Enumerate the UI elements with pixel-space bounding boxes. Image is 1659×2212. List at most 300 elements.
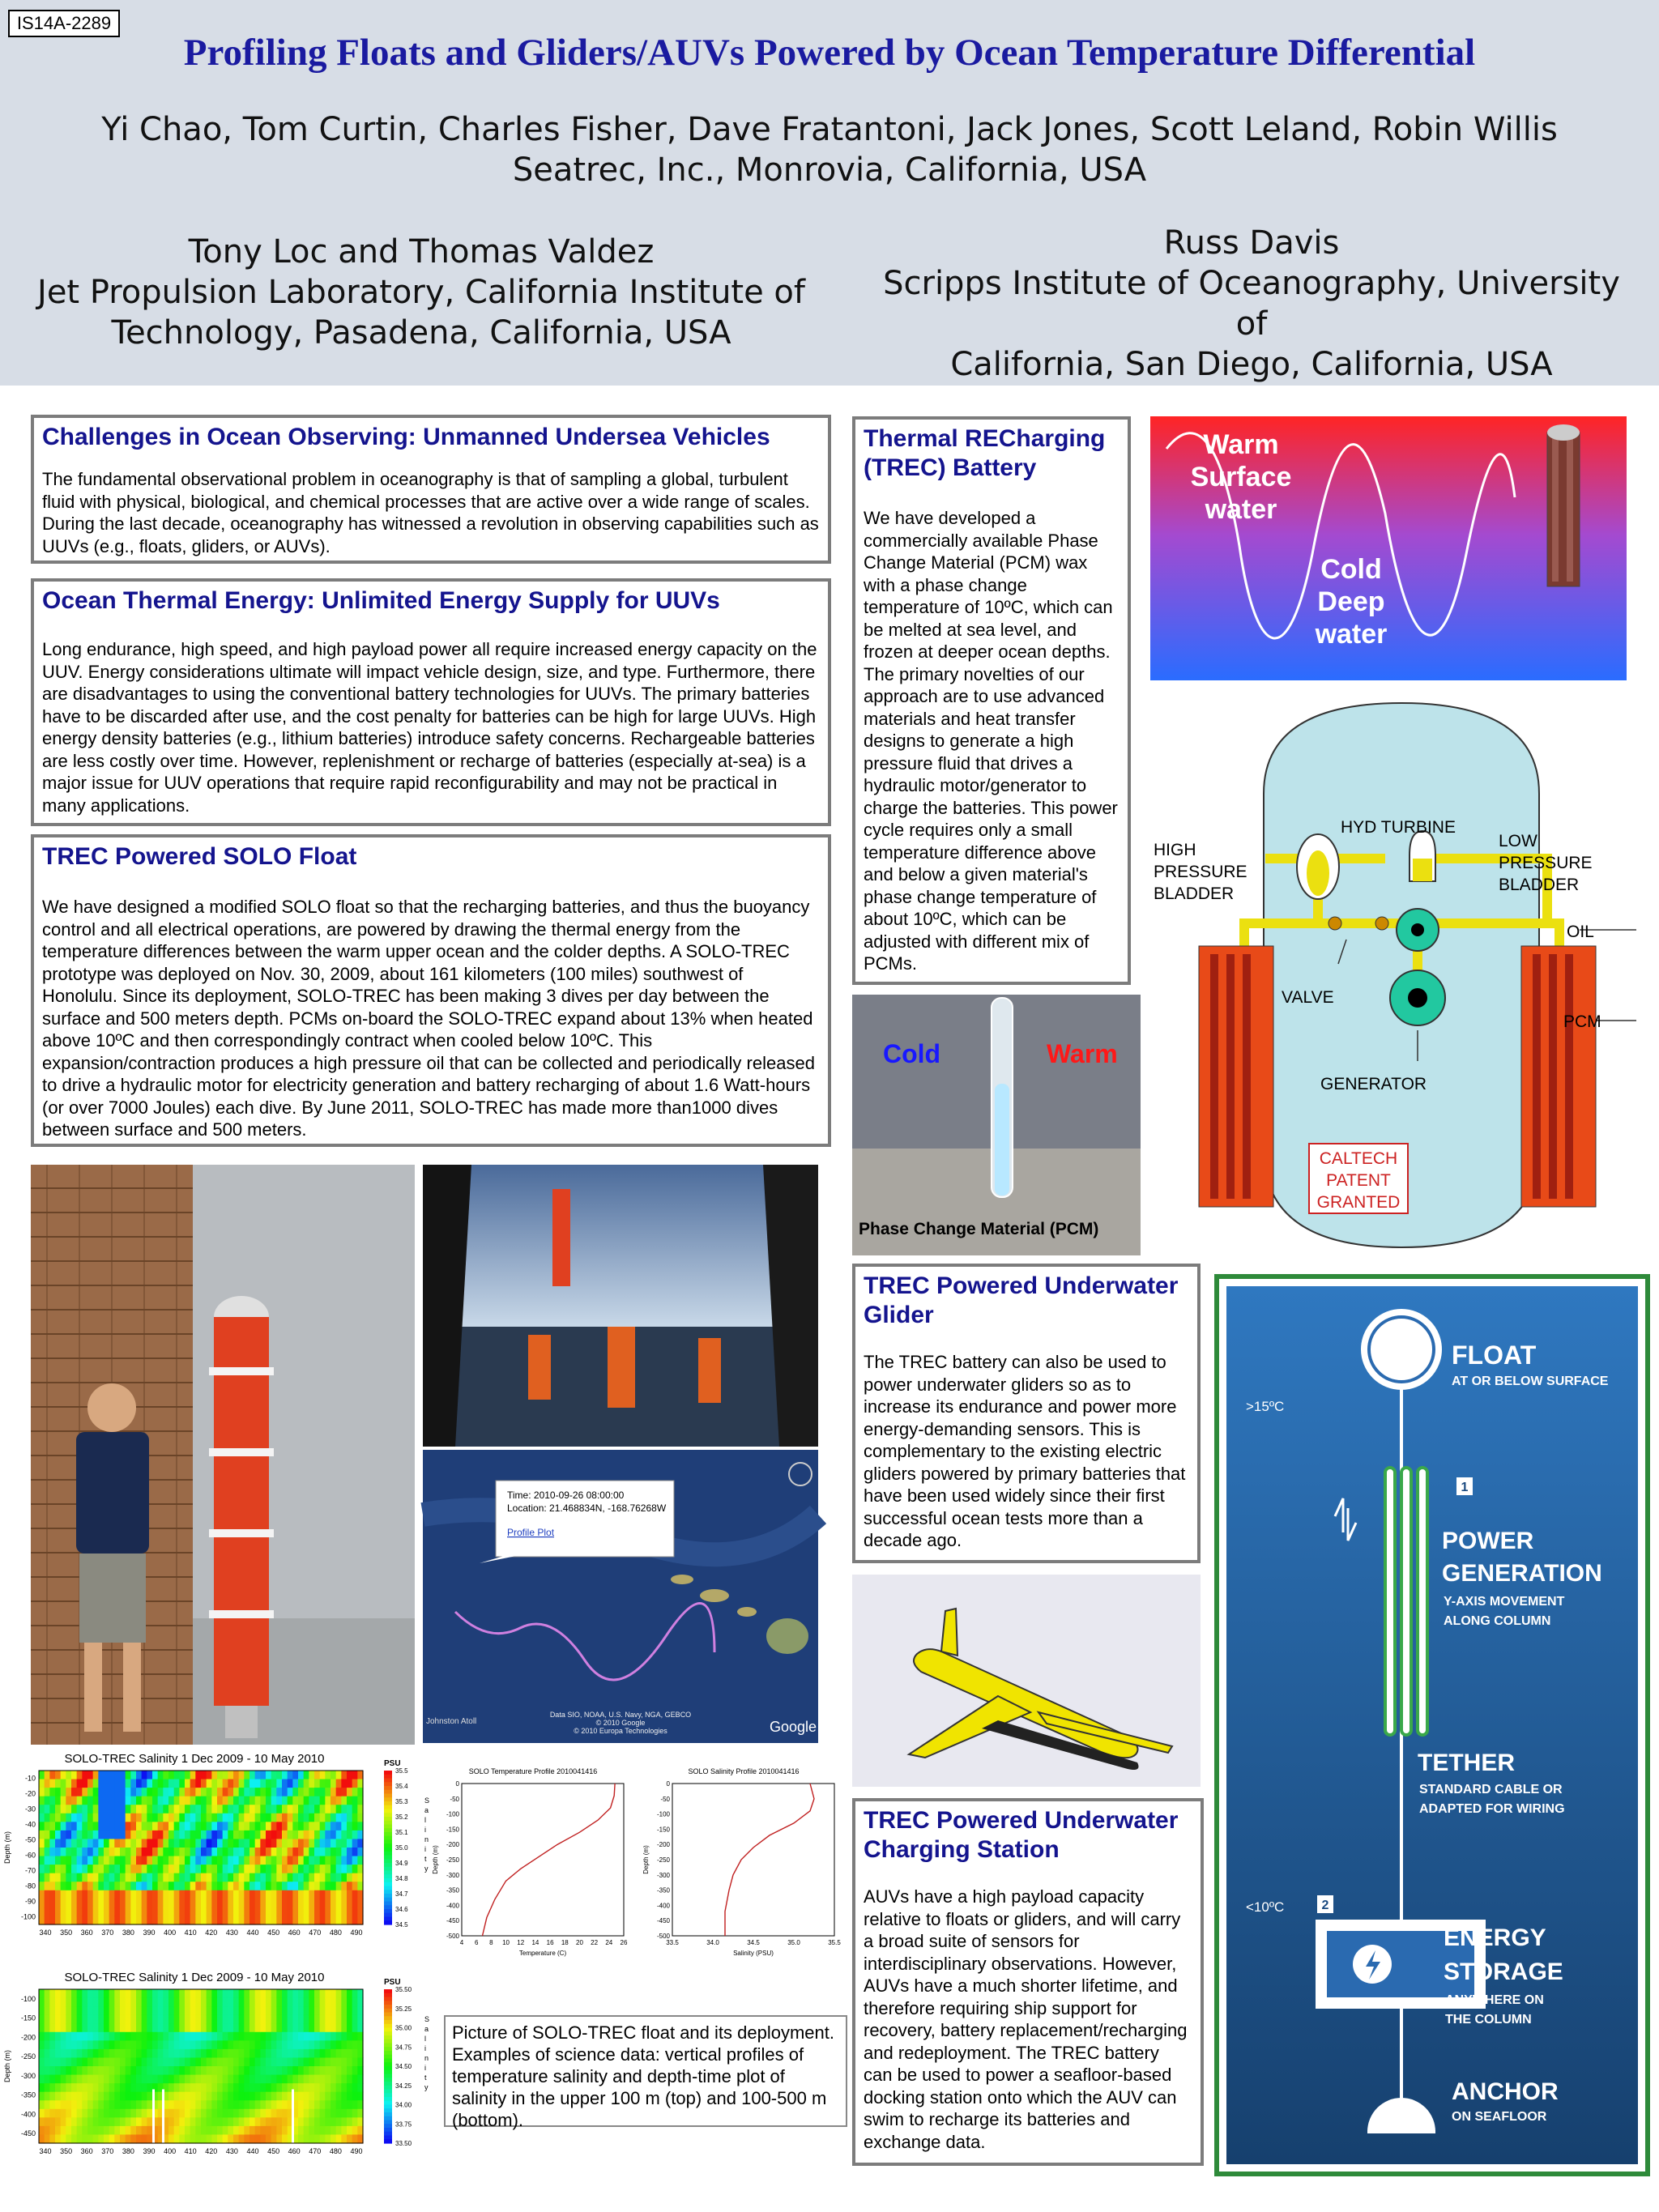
colorbar-segment [384,2078,392,2082]
heatmap-cell [185,1839,190,1848]
profile-y-tick: -250 [656,1856,670,1864]
heatmap-cell [87,2057,93,2066]
heatmap-cell [190,2066,196,2075]
heatmap-cell [282,1873,288,1882]
heatmap-cell [282,2083,288,2092]
heatmap-cell [39,2092,45,2101]
heatmap-cell [163,2049,168,2058]
heatmap-cell [142,1822,147,1831]
heatmap-cell [207,2066,212,2075]
heatmap-cell [288,1805,293,1813]
heatmap-cell [352,1899,358,1907]
heatmap-cell [190,1813,196,1822]
colorbar-axis-letter: y [424,1865,429,1873]
colorbar-segment [384,2101,392,2105]
heatmap-cell [185,1831,190,1839]
heatmap-cell [87,1890,93,1899]
heatmap-cell [142,2066,147,2075]
heatmap-cell [304,2040,309,2049]
heatmap-cell [211,2040,217,2049]
heatmap-cell [45,1907,50,1916]
heatmap-cell [152,2015,158,2024]
heatmap-cell [195,2083,201,2092]
heatmap-cell [288,2015,293,2024]
heatmap-cell [341,2117,347,2126]
heatmap-cell [298,1865,304,1873]
profile-y-tick: -250 [446,1856,459,1864]
heatmap-cell [147,1882,152,1890]
colorbar-tick: 34.7 [395,1890,408,1898]
heatmap-cell [87,1822,93,1831]
heatmap-cell [158,1839,164,1848]
heatmap-cell [276,1771,282,1779]
colorbar-segment [384,2024,392,2028]
heatmap-cell [126,1907,131,1916]
heatmap-cell [39,1890,45,1899]
heatmap-cell [66,2040,71,2049]
heatmap-cell [228,1822,233,1831]
heatmap-cell [244,1907,249,1916]
heatmap-cell [104,1831,109,1839]
heatmap-cell [66,2032,71,2041]
colorbar-segment [384,1843,392,1848]
heatmap-cell [195,1989,201,1998]
heatmap-cell [352,1890,358,1899]
heatmap-cell [211,1890,217,1899]
heatmap-cell [87,2109,93,2118]
heatmap-cell [126,1873,131,1882]
heatmap-cell [325,1882,331,1890]
heatmap-cell [314,1998,320,2007]
pcm-photo [852,995,1141,1255]
colorbar-segment [384,2039,392,2044]
heatmap-cell [207,2117,212,2126]
heatmap-cell [87,1865,93,1873]
heatmap-cell [179,2040,185,2049]
heatmap-cell [120,2075,126,2084]
heatmap-cell [87,1989,93,1998]
heatmap-cell [147,1907,152,1916]
heatmap-cell [142,2083,147,2092]
colorbar-segment [384,1878,392,1882]
heatmap-cell [168,1882,174,1890]
colorbar-axis-letter: a [424,1806,429,1814]
heatmap-cell [304,1796,309,1805]
heatmap-cell [114,2032,120,2041]
heatmap-cell [255,2109,261,2118]
heatmap-cell [82,1839,87,1848]
heatmap-cell [228,2109,233,2118]
heatmap-cell [98,2075,104,2084]
heatmap-cell [71,2066,77,2075]
heatmap-cell [282,2092,288,2101]
heatmap-cell [93,2015,99,2024]
heatmap-cell [249,2040,255,2049]
heatmap-cell [276,1865,282,1873]
heatmap-cell [336,2066,342,2075]
heatmap-cell [109,2126,115,2135]
heatmap-cell [336,2117,342,2126]
heatmap-cell [39,2066,45,2075]
heatmap-cell [93,2117,99,2126]
heatmap-cell [239,1813,245,1822]
heatmap-cell [223,1779,228,1788]
heatmap-cell [136,1916,142,1924]
heatmap-cell [142,1779,147,1788]
heatmap-cell [158,1865,164,1873]
heatmap-cell [271,1831,277,1839]
heatmap-cell [320,2015,326,2024]
heatmap-cell [71,1873,77,1882]
heatmap-cell [195,1822,201,1831]
heatmap-cell [325,2015,331,2024]
heatmap-cell [288,1916,293,1924]
heatmap-cell [320,2126,326,2135]
heatmap-cell [45,2057,50,2066]
heatmap-cell [255,1831,261,1839]
heatmap-cell [71,2083,77,2092]
heatmap-cell [152,2049,158,2058]
heatmap-cell [223,1822,228,1831]
heatmap-cell [244,1831,249,1839]
heatmap-cell [201,2057,207,2066]
heatmap-cell [109,1916,115,1924]
heatmap-cell [292,1831,298,1839]
heatmap-cell [45,2083,50,2092]
heatmap-cell [49,2126,55,2135]
colorbar-tick: 34.9 [395,1860,408,1867]
heatmap-cell [271,1839,277,1848]
heatmap-cell [271,2126,277,2135]
heatmap-cell [201,1989,207,1998]
heatmap-cell [347,2109,352,2118]
heatmap-cell [109,2040,115,2049]
heatmap-cell [114,2049,120,2058]
heatmap-cell [217,1805,223,1813]
heatmap-cell [158,2057,164,2066]
heatmap-cell [233,2100,239,2109]
heatmap-cell [163,1796,168,1805]
colorbar-segment [384,2005,392,2009]
heatmap-cell [298,1989,304,1998]
heatmap-cell [336,2032,342,2041]
heatmap-cell [136,1779,142,1788]
heatmap-cell [233,2049,239,2058]
heatmap-cell [314,2100,320,2109]
heatmap-cell [130,2006,136,2015]
heatmap-cell [66,1788,71,1796]
heatmap-cell [292,2057,298,2066]
float-icon [1547,424,1580,586]
heatmap-cell [158,2023,164,2032]
heatmap-cell [185,1899,190,1907]
heatmap-cell [314,1813,320,1822]
heatmap-cell [179,1856,185,1865]
heatmap-cell [104,1771,109,1779]
heatmap-cell [233,1856,239,1865]
profile-y-tick: 0 [455,1780,459,1788]
heatmap-cell [163,1890,168,1899]
heatmap-y-label: Depth (m) [3,1831,11,1865]
heatmap-cell [352,2066,358,2075]
heatmap-cell [228,2083,233,2092]
heatmap-cell [347,1899,352,1907]
heatmap-cell [71,2117,77,2126]
heatmap-cell [320,1848,326,1856]
heatmap-cell [136,1788,142,1796]
profile-x-tick: 12 [517,1939,525,1946]
heatmap-cell [66,1831,71,1839]
colorbar-segment [384,1874,392,1878]
heatmap-cell [207,1779,212,1788]
heatmap-cell [98,1788,104,1796]
heatmap-cell [201,1882,207,1890]
heatmap-cell [201,2032,207,2041]
heatmap-cell [255,2023,261,2032]
heatmap-cell [331,2006,336,2015]
heatmap-cell [174,2092,180,2101]
heatmap-cell [77,2015,83,2024]
heatmap-cell [255,1899,261,1907]
profile-x-label: Salinity (PSU) [733,1950,774,1957]
heatmap-cell [314,1890,320,1899]
heatmap-x-tick: 400 [164,1929,177,1937]
heatmap-cell [336,2049,342,2058]
heatmap-cell [325,2057,331,2066]
heatmap-cell [249,2057,255,2066]
heatmap-cell [45,2092,50,2101]
heatmap-cell [82,1813,87,1822]
heatmap-cell [211,2075,217,2084]
heatmap-cell [331,1916,336,1924]
heatmap-cell [276,2006,282,2015]
heatmap-cell [271,2023,277,2032]
heatmap-cell [66,2083,71,2092]
affiliation: Seatrec, Inc., Monrovia, California, USA [512,151,1147,189]
heatmap-cell [325,2134,331,2143]
heatmap-cell [233,2092,239,2101]
colorbar-segment [384,1882,392,1886]
heatmap-cell [233,2023,239,2032]
power-label-1: POWER [1442,1528,1534,1554]
heatmap-cell [298,2066,304,2075]
heatmap-cell [266,1796,271,1805]
heatmap-cell [304,2032,309,2041]
colorbar-segment [384,2116,392,2120]
heatmap-cell [114,2134,120,2143]
heatmap-cell [98,1856,104,1865]
heatmap-cell [352,2040,358,2049]
tether-label: TETHER [1418,1750,1515,1776]
heatmap-cell [341,1865,347,1873]
heatmap-cell [282,1822,288,1831]
heatmap-cell [347,2134,352,2143]
heatmap-cell [174,1916,180,1924]
heatmap-cell [163,1813,168,1822]
heatmap-cell [114,2040,120,2049]
colorbar-axis-letter: t [424,1855,427,1863]
heatmap-x-tick: 440 [246,2147,259,2155]
heatmap-cell [126,1779,131,1788]
heatmap-cell [255,2100,261,2109]
heatmap-cell [130,1779,136,1788]
heatmap-cell [271,1788,277,1796]
heatmap-cell [228,2032,233,2041]
heatmap-cell [347,1998,352,2007]
colorbar-segment [384,2031,392,2035]
heatmap-cell [347,2075,352,2084]
profile-y-tick: -50 [660,1795,670,1803]
heatmap-cell [190,1998,196,2007]
heatmap-cell [276,2083,282,2092]
heatmap-cell [217,2134,223,2143]
heatmap-cell [320,1890,326,1899]
heatmap-cell [152,1813,158,1822]
heatmap-x-tick: 350 [60,1929,73,1937]
heatmap-cell [71,1805,77,1813]
heatmap-cell [288,2006,293,2015]
heatmap-cell [55,1998,61,2007]
heatmap-cell [49,2100,55,2109]
colorbar-segment [384,1836,392,1840]
heatmap-cell [292,2015,298,2024]
heatmap-cell [309,2066,314,2075]
heatmap-cell [126,2023,131,2032]
heatmap-cell [244,2032,249,2041]
heatmap-cell [152,1873,158,1882]
heatmap-cell [49,2066,55,2075]
deployment-map[interactable] [423,1450,818,1743]
heatmap-cell [168,1788,174,1796]
heatmap-cell [195,2023,201,2032]
heatmap-cell [239,2015,245,2024]
heatmap-cell [142,1771,147,1779]
heatmap-cell [233,1796,239,1805]
heatmap-cell [179,2066,185,2075]
heatmap-cell [347,1788,352,1796]
heatmap-cell [190,1899,196,1907]
heatmap-cell [179,2083,185,2092]
heatmap-cell [331,1779,336,1788]
heatmap-cell [163,1831,168,1839]
colorbar-segment [384,1867,392,1871]
heatmap-cell [136,1831,142,1839]
heatmap-cell [276,1839,282,1848]
heatmap-cell [93,2075,99,2084]
heatmap-cell [87,2100,93,2109]
colorbar-segment [384,2097,392,2101]
heatmap-cell [244,2092,249,2101]
heatmap-cell [207,1998,212,2007]
heatmap-x-tick: 470 [309,2147,322,2155]
heatmap-cell [98,2117,104,2126]
heatmap-cell [114,1771,120,1779]
heatmap-cell [87,2015,93,2024]
heatmap-cell [45,2023,50,2032]
heatmap-cell [163,2006,168,2015]
heatmap-cell [260,1916,266,1924]
heatmap-cell [190,1831,196,1839]
colorbar-segment [384,1993,392,1997]
profile-plot-link[interactable]: Profile Plot [507,1527,555,1538]
heatmap-cell [158,1779,164,1788]
heatmap-cell [249,1989,255,1998]
heatmap-cell [228,1831,233,1839]
heatmap-cell [126,1813,131,1822]
heatmap-cell [271,2092,277,2101]
heatmap-cell [120,1916,126,1924]
heatmap-cell [266,1873,271,1882]
check-valve-icon [1375,917,1388,930]
heatmap-cell [211,2023,217,2032]
heatmap-cell [49,1771,55,1779]
heatmap-cell [341,1890,347,1899]
heatmap-x-tick: 420 [205,1929,218,1937]
heatmap-cell [325,1989,331,1998]
heatmap-cell [130,1890,136,1899]
heatmap-cell [71,1989,77,1998]
heatmap-cell [239,2040,245,2049]
heatmap-cell [309,1831,314,1839]
challenges-body: The fundamental observational problem in oceanography is that of sampling a global, turbulent fluid with physical, biological, and chemical processes that are active over a wide range of scales. During the last decade, oceanography has witnessed a revolution in observing capabilities such as UUVs (e.g., floats, gliders, or AUVs). [42,469,819,556]
heatmap-cell [130,1839,136,1848]
heatmap-cell [130,1882,136,1890]
heatmap-cell [49,1865,55,1873]
heatmap-cell [288,1907,293,1916]
heatmap-cell [136,2075,142,2084]
heatmap-cell [325,1998,331,2007]
heatmap-cell [66,1779,71,1788]
heatmap-cell [260,2023,266,2032]
valve-label: VALVE [1282,988,1334,1007]
heatmap-cell [309,2006,314,2015]
heatmap-cell [82,1856,87,1865]
heatmap-cell [82,1771,87,1779]
heatmap-cell [126,1831,131,1839]
heatmap-cell [174,2126,180,2135]
heatmap-cell [298,1890,304,1899]
heatmap-cell [55,2109,61,2118]
heatmap-cell [109,1805,115,1813]
heatmap-cell [104,2109,109,2118]
heatmap-cell [304,2075,309,2084]
heatmap-cell [147,1989,152,1998]
heatmap-cell [341,2092,347,2101]
heatmap-cell [39,2057,45,2066]
heatmap-cell [298,2023,304,2032]
heatmap-cell [282,1856,288,1865]
heatmap-cell [109,2109,115,2118]
heatmap-cell [320,1822,326,1831]
heatmap-cell [39,1831,45,1839]
heatmap-cell [239,1907,245,1916]
heatmap-cell [126,1890,131,1899]
colorbar-axis-letter: i [424,2064,426,2072]
heatmap-cell [179,1796,185,1805]
heatmap-cell [104,1805,109,1813]
heatmap-cell [136,1989,142,1998]
heatmap-cell [282,2023,288,2032]
heatmap-cell [87,1788,93,1796]
heatmap-cell [190,2040,196,2049]
heatmap-cell [120,1779,126,1788]
heatmap-cell [45,1989,50,1998]
colorbar-segment [384,1871,392,1875]
heatmap-cell [168,1839,174,1848]
heatmap-cell [282,1848,288,1856]
heatmap-cell [233,2075,239,2084]
heatmap-cell [77,2066,83,2075]
